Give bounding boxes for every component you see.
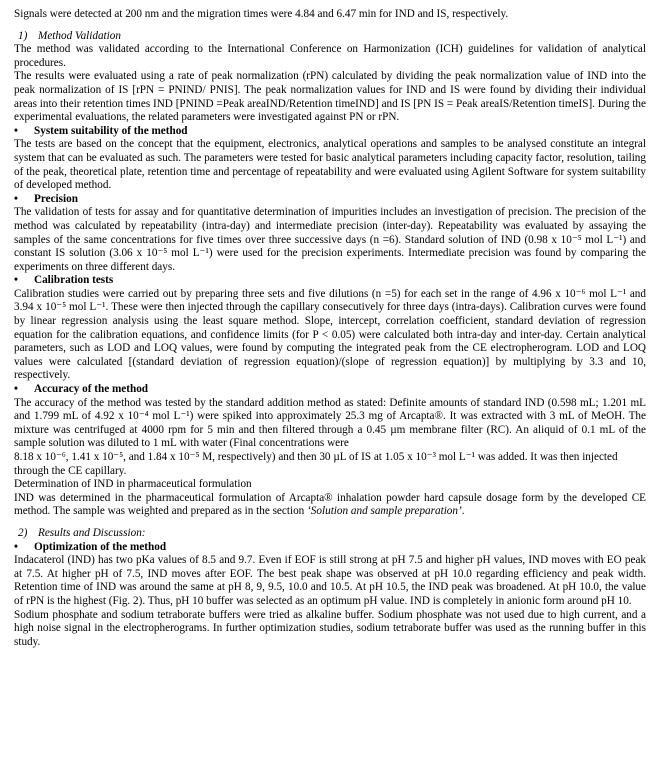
paragraph-buffer: Sodium phosphate and sodium tetraborate buffers were tried as alkaline buffer. Sodium phosphate was not used due to high current, and a high noise signal in the electropherograms. In further optimization studies, sodium tetraborate buffer was used as the running buffer in this study. — [14, 608, 646, 648]
subheading-optimization — [14, 541, 646, 555]
intro-line: Signals were detected at 200 nm and the migration times were 4.84 and 6.47 min for IND and IS, respectively. — [14, 8, 509, 20]
subheading-text: Accuracy of the method — [34, 383, 149, 396]
section-heading-method-validation — [18, 30, 646, 44]
section-title: Method Validation — [38, 29, 121, 42]
bullet-icon: • — [14, 192, 18, 205]
subheading-text: Calibration tests — [34, 274, 114, 287]
bullet-icon: • — [14, 383, 18, 396]
determination-end: . — [461, 505, 465, 518]
bullet-icon: • — [14, 540, 18, 553]
section-number: 1) — [18, 29, 28, 42]
paragraph-accuracy-continued: 8.18 x 10⁻⁶, 1.41 x 10⁻⁵, and 1.84 x 10⁻⁵ M, respectively) and then 30 µL of IS at 1.05 x 10⁻³ mol L⁻¹ was added. It was then injected through the CE capillary. — [14, 451, 618, 477]
subheading-system-suitability — [14, 125, 646, 139]
paragraph-optimization: Indacaterol (IND) has two pKa values of 8.5 and 9.7. Even if EOF is still strong at pH 7.5 and higher pH values, IND moves with EO peak at 7.5. At higher pH of 7.5, IND moves after EOF. The best peak shape was observed at pH 10.0 regarding efficiency and peak width. Retention time of IND was around the same at pH 8, 9, 9.5, 10.0 and 10.5. At pH 10.5, the IND peak was broadened. At pH 10.0, the value of rPN is the highest (Fig. 2). Thus, pH 10 buffer was selected as an optimum pH value. IND is completely in anionic form around pH 10. — [14, 554, 646, 607]
bullet-icon: • — [14, 124, 18, 137]
determination-section-ref: ‘Solution and sample preparation’ — [307, 505, 462, 518]
paragraph-rpn-definition: The results were evaluated using a rate of peak normalization (rPN) calculated by dividing the peak normalization value of IND into the peak normalization of IS [rPN = PNIND/ PNIS]. The peak normalization values for IND and IS were found by dividing their individual areas into their retention times IND [PNIND =Peak areaIND/Retention timeIND] and IS [PN IS = Peak areaIS/Retention timeIS]. During the experimental evaluations, the related parameters were investigated against PN or rPN. — [14, 70, 646, 124]
subheading-precision — [14, 193, 646, 207]
paragraph-precision: The validation of tests for assay and for quantitative determination of impurities includes an investigation of precision. The precision of the method was calculated by repeatability (intra-day) and intermediate precision (inter-day). Repeatability was evaluated by assaying the samples of the same concentrations for five times over three successive days (n =6). Standard solution of IND (0.98 x 10⁻⁵ mol L⁻¹) and constant IS solution (3.06 x 10⁻⁵ mol L⁻¹) were used for the precision experiments. Intermediate precision was found by comparing the experiments on three different days. — [14, 206, 646, 273]
section-number: 2) — [18, 526, 28, 539]
determination-text: IND was determined in the pharmaceutical formulation of Arcapta® inhalation powder hard capsule dosage form by the developed CE method. The sample was weighted and prepared as in the section — [14, 491, 646, 518]
paragraph-determination — [14, 492, 646, 519]
subheading-text: Optimization of the method — [34, 540, 167, 553]
subheading-calibration — [14, 274, 646, 288]
paragraph-system-suitability: The tests are based on the concept that the equipment, electronics, analytical operations and samples to be analysed constitute an integral system that can be evaluated as such. The parameters were tested for basic analytical parameters including capacity factor, resolution, tailing of the peak, theoretical plate, retention time and percentage of repeatability and were evaluated using Agilent Software for system suitability of developed method. — [14, 138, 646, 192]
subheading-text: System suitability of the method — [34, 124, 188, 137]
section-heading-results — [18, 527, 646, 541]
subheading-text: Precision — [34, 192, 78, 205]
heading-determination: Determination of IND in pharmaceutical formulation — [14, 478, 252, 491]
section-title: Results and Discussion: — [38, 526, 146, 539]
bullet-icon: • — [14, 274, 18, 287]
paragraph-accuracy: The accuracy of the method was tested by the standard addition method as stated: Definite amounts of standard IND (0.598 mL; 1.201 mL and 1.799 mL of 4.92 x 10⁻⁴ mol L⁻¹) were spiked into approximately 25.3 mg of Arcapta®. It was extracted with 3 mL of MeOH. The mixture was centrifuged at 4000 rpm for 5 min and then filtered through a 0.45 µm membrane filter (RC). An aliquid of 0.1 mL of the sample solution was diluted to 1 mL with water (Final concentrations were — [14, 396, 646, 450]
subheading-accuracy — [14, 383, 646, 397]
paragraph-calibration: Calibration studies were carried out by preparing three sets and five dilutions (n =5) for each set in the range of 4.96 x 10⁻⁶ mol L⁻¹ and 3.94 x 10⁻⁵ mol L⁻¹. These were then injected through the capillary consecutively for three days (intra-days). Calibration curves were found by linear regression analysis using the least square method. Slope, intercept, correlation coefficient, standard deviation of regression equation for the calibration equations, and confidence limits (for P < 0.05) were calculated both intra-day and inter-day. Certain analytical parameters, such as LOD and LOQ values, were found by computing the integrated peak from the CE electropherogram. LOD and LOQ values were calculated [(standard deviation of regression equation)/(slope of regression equation)] by multiplying by 3.3 and 10, respectively. — [14, 287, 646, 382]
paragraph-validation-intro: The method was validated according to the International Conference on Harmonization (ICH) guidelines for validation of analytical procedures. — [14, 43, 646, 69]
